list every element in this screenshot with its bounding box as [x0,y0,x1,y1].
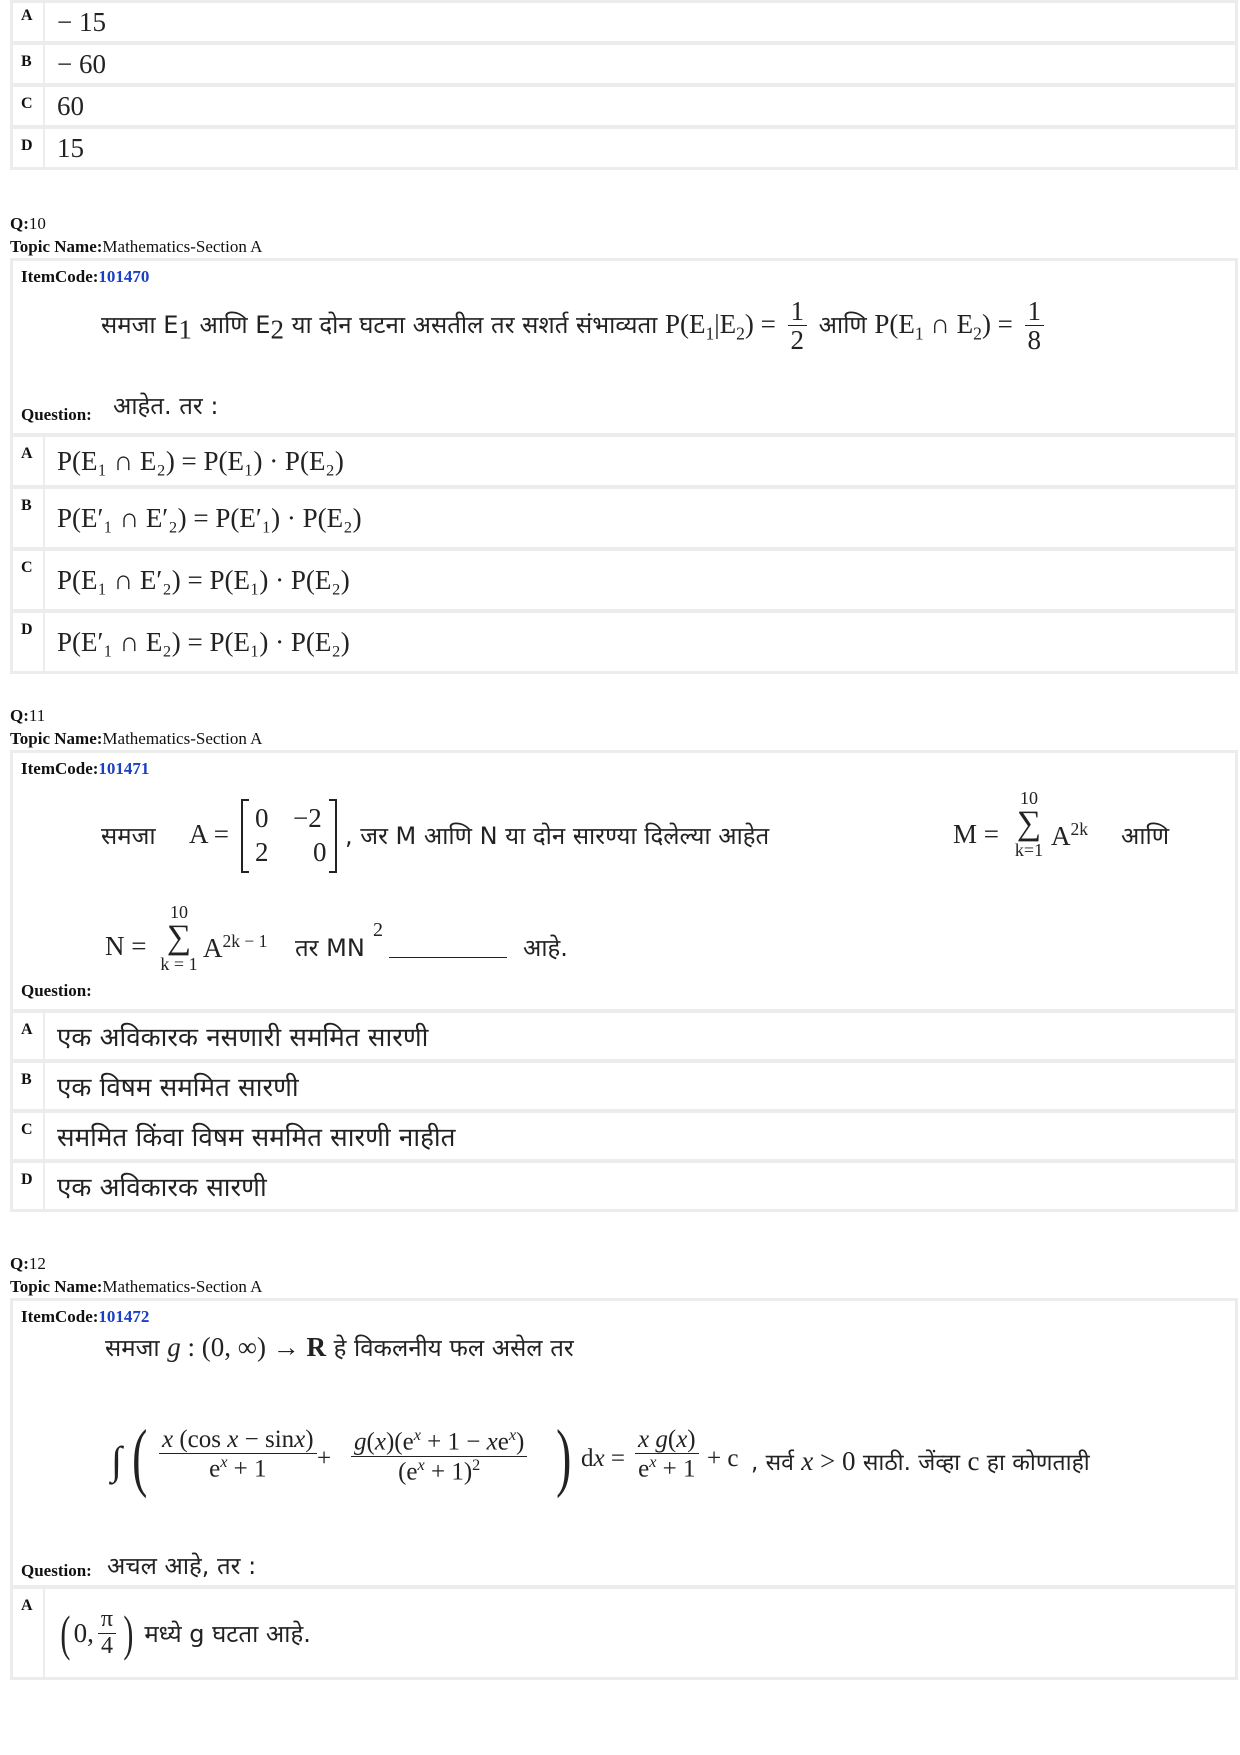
option-text: एक विषम सममित सारणी [43,1063,1235,1109]
topic-label: Topic Name: [10,1277,103,1296]
question-box [13,1301,1235,1585]
option-a[interactable] [13,437,1235,485]
option-c[interactable] [13,551,1235,609]
fraction-eighth: $\frac{1}{8}$ [1025,297,1045,355]
q-label: Q: [10,1254,29,1273]
option-letter: B [21,497,32,514]
topic-label: Topic Name: [10,729,103,748]
option-letter: B [21,53,32,70]
option-a[interactable] [13,1013,1235,1059]
option-c[interactable] [13,87,1235,125]
question-number: 12 [28,1254,46,1273]
option-a[interactable] [13,3,1235,41]
option-letter: C [21,559,33,576]
topic-name: Mathematics-Section A [102,729,263,748]
option-d[interactable] [13,129,1235,167]
q9-options [10,0,1238,170]
sigma-n: 10 ∑ k = 1 [160,902,198,974]
option-d[interactable] [13,613,1235,671]
topic-name: Mathematics-Section A [102,1277,263,1296]
option-text: − 15 [43,3,1235,41]
option-letter: D [21,621,33,638]
question-line-1: समजा $E_1$ आणि $E_2$ या दोन घटना असतील तर सशर्त संभाव्यता $P(E_1|E_2)$ = $\frac{1}{2}$ आणि $P(E_1$ ∩ $E_2$) = $\frac{1}{8}$ [101,297,1048,355]
option-letter: A [21,445,33,462]
option-text: P(E′₁ ∩ E′₂) = P(E′₁) · P(E₂) [43,489,1235,547]
option-a[interactable] [13,1589,1235,1677]
q11-meta [10,704,262,750]
option-text: एक अविकारक सारणी [43,1163,1235,1209]
question-label: Question: [21,981,92,1000]
option-letter: A [21,1021,33,1038]
answer-blank [389,957,507,958]
option-b[interactable] [13,489,1235,547]
option-letter: C [21,95,33,112]
q11-block [10,750,1238,1212]
question-label: Question: [21,405,92,424]
question-line-2: ∫ ( $\frac{\text{x (cos x − sinx)}}{e^x + 1}$ + $g(x)(e^x + 1 - xe^x)$ $(e^x + 1)^2$ ) dx = $\frac{\text{x g(x)}}{e^x + 1}$ + c , सर्व x > 0 साठी. जेंव्हा c हा कोणताही [111,1415,1090,1499]
q12-meta [10,1252,262,1298]
option-letter: D [21,1171,33,1188]
option-letter: A [21,1597,33,1614]
topic-label: Topic Name: [10,237,103,256]
option-text: 15 [43,129,1235,167]
option-letter: B [21,1071,32,1088]
item-code: ItemCode:101471 [21,759,150,778]
option-b[interactable] [13,45,1235,83]
question-number: 11 [28,706,46,725]
q-label: Q: [10,214,29,233]
question-label: Question: [21,1561,92,1580]
option-d[interactable] [13,1163,1235,1209]
option-text: P(E′₁ ∩ E₂) = P(E₁) · P(E₂) [43,613,1235,671]
item-code: ItemCode:101470 [21,267,150,286]
item-code: ItemCode:101472 [21,1307,150,1326]
option-text: P(E₁ ∩ E₂) = P(E₁) · P(E₂) [43,437,1235,485]
option-text: 60 [43,87,1235,125]
option-letter: C [21,1121,33,1138]
question-box: ItemCode:101471 समजा A = 0 −2 2 0 , जर M आणि N या दोन सारण्या दिलेल्या आहेत M = 10 ∑ k=1 $A^{2k}$ आणि N = 10 ∑ k = 1 $A^{2k - 1}$ तर MN 2 आहे. Question: [13,753,1235,1009]
question-line-1: समजा g : (0, ∞) → R हे विकलनीय फल असेल तर [105,1332,574,1362]
q12-block [10,1298,1238,1680]
option-letter: A [21,7,33,24]
fraction-half: $\frac{1}{2}$ [788,297,808,355]
option-text: − 60 [43,45,1235,83]
question-number: 10 [28,214,46,233]
topic-name: Mathematics-Section A [102,237,263,256]
question-line-2: N = 10 ∑ k = 1 $A^{2k - 1}$ तर MN 2 आहे. [105,902,568,974]
option-text: P(E₁ ∩ E′₂) = P(E₁) · P(E₂) [43,551,1235,609]
option-text: सममित किंवा विषम सममित सारणी नाहीत [43,1113,1235,1159]
q10-meta [10,212,262,258]
q10-block [10,258,1238,674]
option-b[interactable] [13,1063,1235,1109]
option-text: एक अविकारक नसणारी सममित सारणी [43,1013,1235,1059]
question-line-2: आहेत. तर : [113,392,219,420]
option-text: ( 0, $\frac{\pi}{4}$ ) मध्ये g घटता आहे. [43,1589,1235,1677]
sigma-m: 10 ∑ k=1 [1014,788,1044,860]
q-label: Q: [10,706,29,725]
question-line-3: अचल आहे, तर : [107,1552,257,1580]
matrix-a: 0 −2 2 0 [241,801,337,871]
question-box [13,261,1235,433]
option-c[interactable] [13,1113,1235,1159]
option-letter: D [21,137,33,154]
